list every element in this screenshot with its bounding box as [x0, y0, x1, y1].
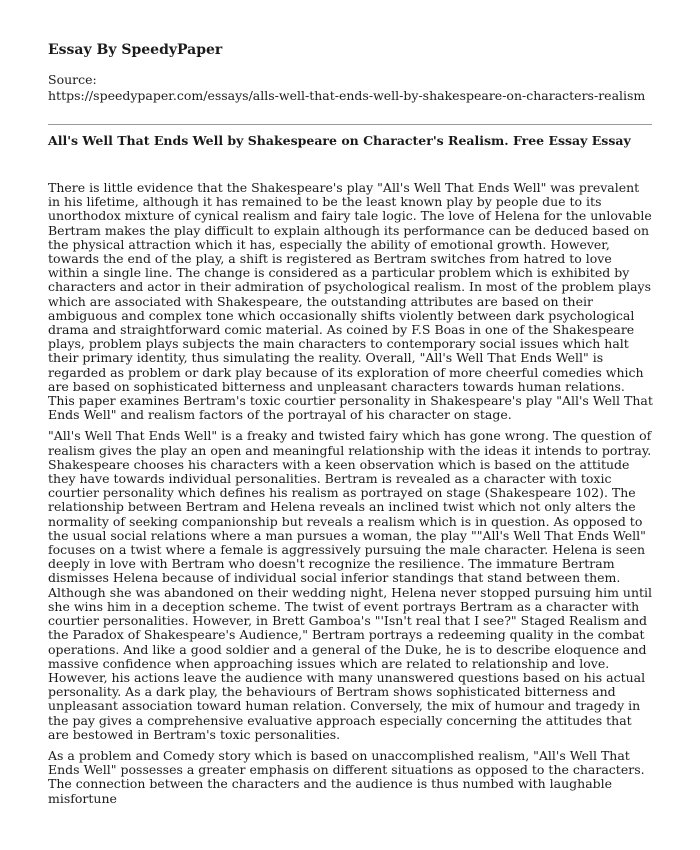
essay-body: [48, 181, 654, 813]
horizontal-divider: [48, 124, 652, 125]
source-label: Source:: [48, 72, 97, 87]
source-url[interactable]: https://speedypaper.com/essays/alls-well-that-ends-well-by-shakespeare-on-characters-realism: [48, 88, 646, 103]
essay-title: All's Well That Ends Well by Shakespeare on Character's Realism. Free Essay Essay: [48, 133, 631, 148]
essay-paragraph-2: "All's Well That Ends Well" is a freaky and twisted fairy which has gone wrong. The question of realism gives the play an open and meaningful relationship with the ideas it intends to portray. Shakespeare chooses his characters with a keen observation which is based on the attitude they have towards individual personalities. Bertram is revealed as a character with toxic courtier personality which defines his realism as portrayed on stage (Shakespeare 102). The relationship between Bertram and Helena reveals an inclined twist which not only alters the normality of seeking companionship but reveals a realism which is in question. As opposed to the usual social relations where a man pursues a woman, the play ""All's Well That Ends Well" focuses on a twist where a female is aggressively pursuing the male character. Helena is seen deeply in love with Bertram who doesn't recognize the resilience. The immature Bertram dismisses Helena because of individual social inferior standings that stand between them. Although she was abandoned on their wedding night, Helena never stopped pursuing him until she wins him in a deception scheme. The twist of event portrays Bertram as a character with courtier personalities. However, in Brett Gamboa's "'Isn't real that I see?" Staged Realism and the Paradox of Shakespeare's Audience," Bertram portrays a redeeming quality in the combat operations. And like a good soldier and a general of the Duke, he is to describe eloquence and massive confidence when approaching issues which are related to relationship and love. However, his actions leave the audience with many unanswered questions based on his actual personality. As a dark play, the behaviours of Bertram shows sophisticated bitterness and unpleasant association toward human relation. Conversely, the mix of humour and tragedy in the pay gives a comprehensive evaluative approach especially concerning the attitudes that are bestowed in Bertram's toxic personalities.: [48, 428, 653, 742]
essay-paragraph-3: As a problem and Comedy story which is based on unaccomplished realism, "All's Well That Ends Well" possesses a greater emphasis on different situations as opposed to the characters. The connection between the characters and the audience is thus numbed with laughable misfortune: [48, 747, 645, 806]
document-header-title: Essay By SpeedyPaper: [48, 42, 223, 58]
essay-paragraph-1: There is little evidence that the Shakespeare's play "All's Well That Ends Well" was prevalent in his lifetime, although it has remained to be the least known play by people due to its unorthodox mixture of cynical realism and fairy tale logic. The love of Helena for the unlovable Bertram makes the play difficult to explain although its performance can be deduced based on the physical attraction which it has, especially the ability of emotional growth. However, towards the end of the play, a shift is registered as Bertram switches from hatred to love within a single line. The change is considered as a particular problem which is exhibited by characters and actor in their admiration of psychological realism. In most of the problem plays which are associated with Shakespeare, the outstanding attributes are based on their ambiguous and complex tone which occasionally shifts violently between dark psychological drama and straightforward comic material. As coined by F.S Boas in one of the Shakespeare plays, problem plays subjects the main characters to contemporary social issues which halt their primary identity, thus simulating the reality. Overall, "All's Well That Ends Well" is regarded as problem or dark play because of its exploration of more cheerful comedies which are based on sophisticated bitterness and unpleasant characters towards human relations. This paper examines Bertram's toxic courtier personality in Shakespeare's play "All's Well That Ends Well" and realism factors of the portrayal of his character on stage.: [48, 180, 653, 423]
